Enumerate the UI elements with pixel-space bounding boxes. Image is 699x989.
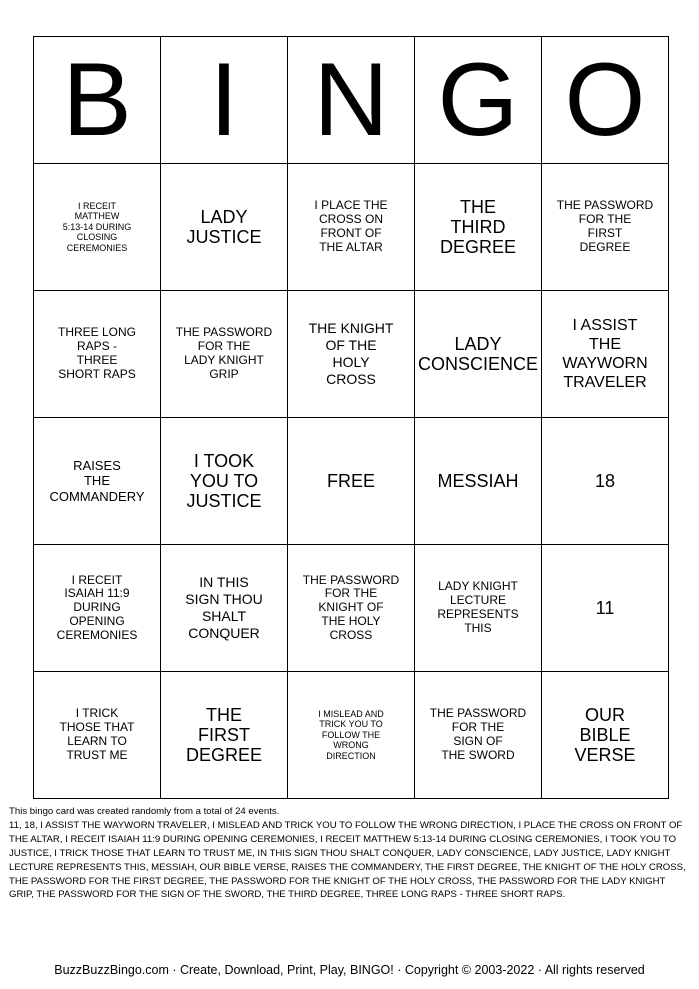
cell-text: RAISES THE COMMANDERY	[49, 457, 145, 504]
cell-text: THE PASSWORD FOR THE KNIGHT OF THE HOLY CROSS	[302, 572, 400, 642]
cell-text: LADY CONSCIENCE	[418, 333, 539, 374]
bingo-cell	[415, 418, 542, 545]
bingo-cell	[161, 418, 288, 545]
header-letter-n: N	[288, 37, 415, 164]
cell-text: FREE	[326, 470, 375, 491]
card-row	[34, 418, 669, 545]
free-space	[288, 418, 415, 545]
cell-text: THE PASSWORD FOR THE LADY KNIGHT GRIP	[175, 325, 273, 381]
cell-text: I TRICK THOSE THAT LEARN TO TRUST ME	[59, 706, 135, 762]
header-row	[34, 37, 669, 164]
bingo-cell	[34, 418, 161, 545]
card-row	[34, 291, 669, 418]
cell-text: THE FIRST DEGREE	[185, 704, 263, 766]
bingo-cell	[161, 545, 288, 672]
cell-text: THE PASSWORD FOR THE SIGN OF THE SWORD	[429, 706, 527, 762]
card-row	[34, 672, 669, 799]
bingo-cell	[542, 672, 669, 799]
event-list: 11, 18, I ASSIST THE WAYWORN TRAVELER, I MISLEAD AND TRICK YOU TO FOLLOW THE WRONG DIRECTION, I PLACE THE CROSS ON FRONT OF THE ALTAR, I RECEIT ISAIAH 11:9 DURING OPENING CEREMONIES, I RECEIT MATTHEW 5:13-14 DURING CLOSING CEREMONIES, I TOOK YOU TO JUSTICE, I TRICK THOSE THAT LEARN TO TRUST ME, IN THIS SIGN THOU SHALT CONQUER, LADY CONSCIENCE, LADY JUSTICE, LADY KNIGHT LECTURE REPRESENTS THIS, MESSIAH, OUR BIBLE VERSE, RAISES THE COMMANDERY, THE FIRST DEGREE, THE KNIGHT OF THE HOLY CROSS, THE PASSWORD FOR THE FIRST DEGREE, THE PASSWORD FOR THE KNIGHT OF THE HOLY CROSS, THE PASSWORD FOR THE LADY KNIGHT GRIP, THE PASSWORD FOR THE SIGN OF THE SWORD, THE THIRD DEGREE, THREE LONG RAPS - THREE SHORT RAPS.	[9, 819, 686, 901]
bingo-cell	[542, 164, 669, 291]
bingo-card	[33, 36, 669, 799]
bingo-cell	[542, 291, 669, 418]
cell-text: THE THIRD DEGREE	[439, 196, 517, 258]
bingo-cell	[542, 545, 669, 672]
bingo-cell	[34, 164, 161, 291]
cell-text: I RECEIT MATTHEW 5:13-14 DURING CLOSING CEREMONIES	[62, 201, 132, 253]
cell-text: 18	[594, 470, 616, 491]
cell-text: 11	[595, 597, 615, 618]
card-row	[34, 164, 669, 291]
bingo-cell	[161, 672, 288, 799]
cell-text: I MISLEAD AND TRICK YOU TO FOLLOW THE WRONG DIRECTION	[318, 709, 384, 761]
bingo-cell	[288, 164, 415, 291]
bingo-cell	[34, 291, 161, 418]
cell-text: I TOOK YOU TO JUSTICE	[186, 450, 262, 512]
bingo-cell	[415, 164, 542, 291]
site-credits: BuzzBuzzBingo.com · Create, Download, Print, Play, BINGO! · Copyright © 2003-2022 · All rights reserved	[54, 963, 645, 977]
bingo-cell	[161, 164, 288, 291]
cell-text: THREE LONG RAPS - THREE SHORT RAPS	[57, 325, 136, 381]
cell-text: MESSIAH	[437, 470, 519, 491]
bingo-cell	[542, 418, 669, 545]
bingo-cell	[415, 545, 542, 672]
card-footer	[9, 805, 689, 902]
bingo-cell	[161, 291, 288, 418]
cell-text: THE PASSWORD FOR THE FIRST DEGREE	[556, 198, 654, 254]
cell-text: LADY KNIGHT LECTURE REPRESENTS THIS	[437, 579, 519, 635]
cell-text: THE KNIGHT OF THE HOLY CROSS	[308, 320, 394, 387]
cell-text: I PLACE THE CROSS ON FRONT OF THE ALTAR	[314, 198, 388, 254]
cell-text: IN THIS SIGN THOU SHALT CONQUER	[185, 574, 263, 641]
bingo-cell	[288, 545, 415, 672]
header-letter-b: B	[34, 37, 161, 164]
cell-text: I ASSIST THE WAYWORN TRAVELER	[562, 316, 648, 392]
footer-intro: This bingo card was created randomly from a total of 24 events.	[9, 806, 280, 817]
bingo-cell	[34, 672, 161, 799]
bingo-cell	[288, 672, 415, 799]
bingo-cell	[34, 545, 161, 672]
header-letter-o: O	[542, 37, 669, 164]
header-letter-i: I	[161, 37, 288, 164]
header-letter-g: G	[415, 37, 542, 164]
cell-text: I RECEIT ISAIAH 11:9 DURING OPENING CEREMONIES	[56, 572, 138, 642]
cell-text: OUR BIBLE VERSE	[574, 704, 636, 766]
card-row	[34, 545, 669, 672]
cell-text: LADY JUSTICE	[186, 206, 262, 247]
bingo-cell	[415, 291, 542, 418]
bingo-cell	[288, 291, 415, 418]
bingo-cell	[415, 672, 542, 799]
